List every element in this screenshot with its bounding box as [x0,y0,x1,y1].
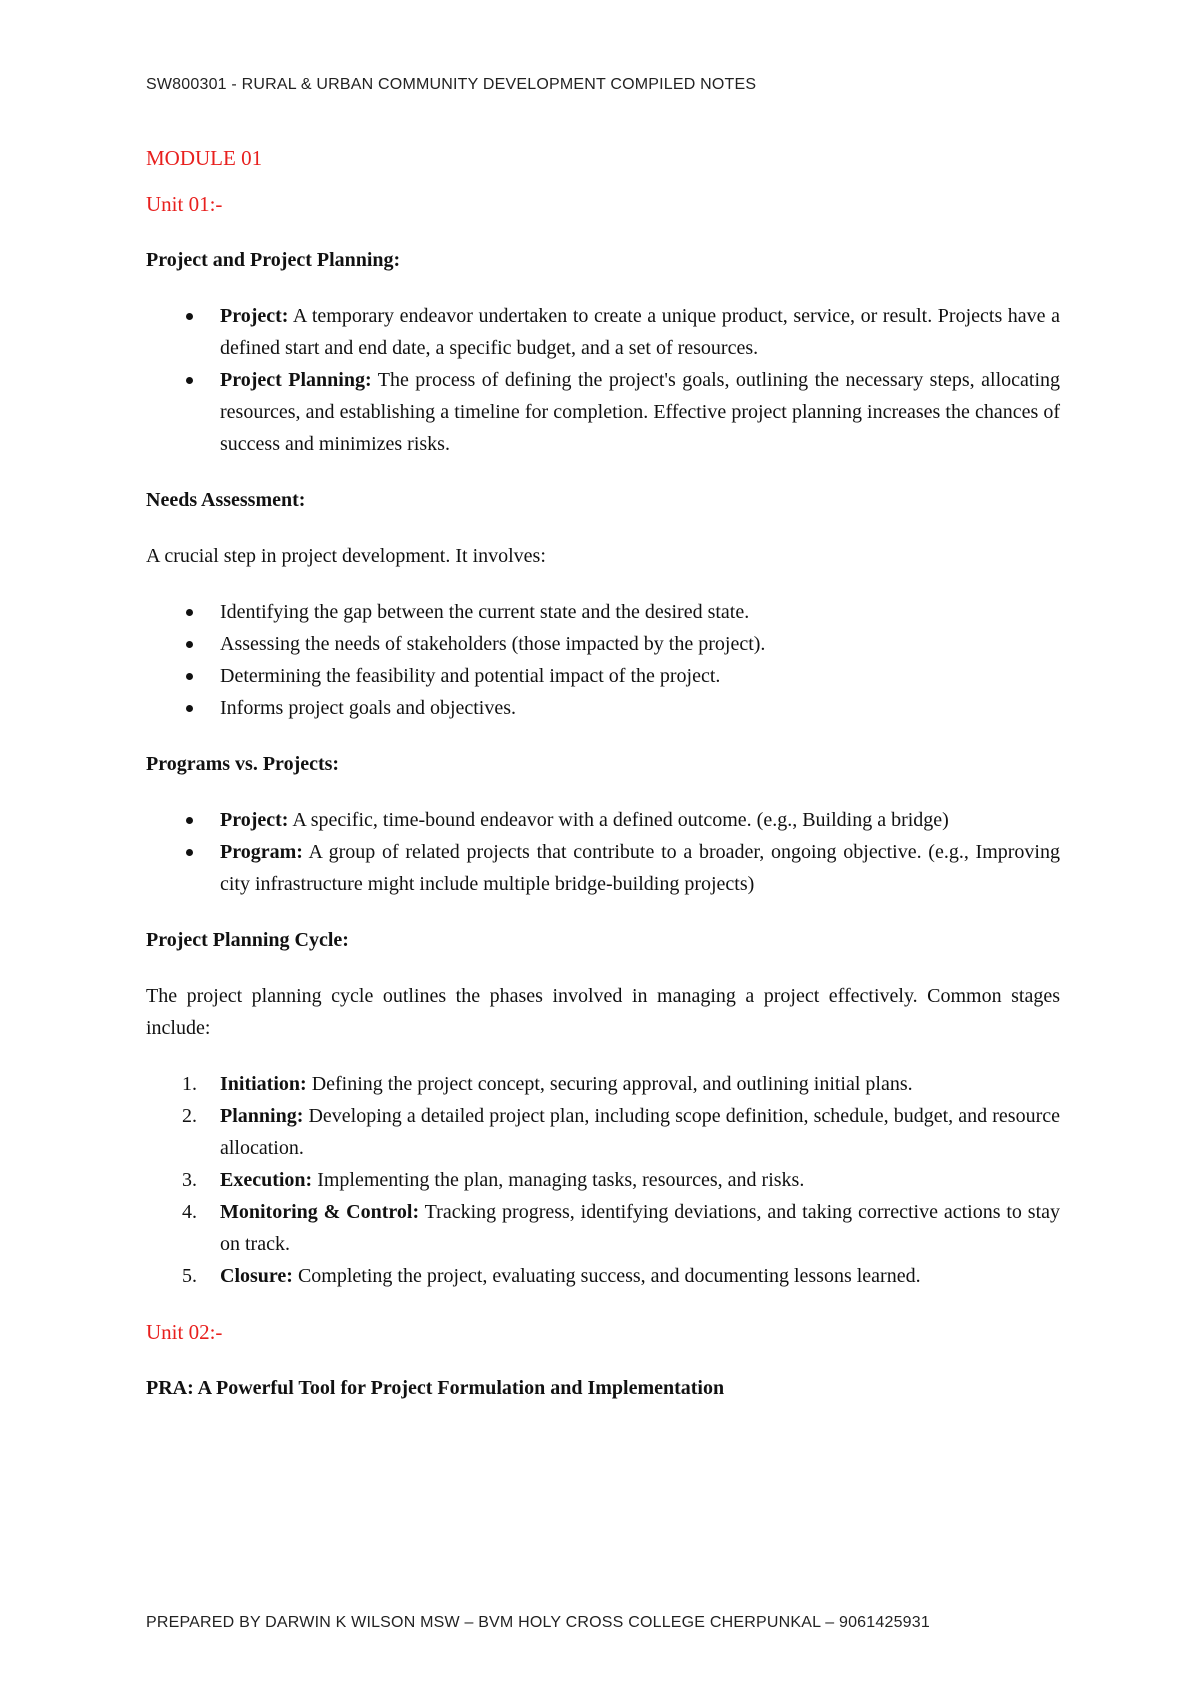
section-heading: Programs vs. Projects: [146,753,340,775]
page-footer: PREPARED BY DARWIN K WILSON MSW – BVM HOLY CROSS COLLEGE CHERPUNKAL – 9061425931 [146,1614,930,1631]
unit-title: Unit 01:- [146,192,223,216]
term: Initiation: [220,1073,307,1095]
definition: Completing the project, evaluating success, and documenting lessons learned. [292,1265,921,1287]
definition: A specific, time-bound endeavor with a defined outcome. (e.g., Building a bridge) [288,809,949,831]
term: Closure: [220,1265,293,1287]
list-item [146,1100,1060,1164]
page-header: SW800301 - RURAL & URBAN COMMUNITY DEVELOPMENT COMPILED NOTES [146,76,757,93]
term: Planning: [220,1105,304,1127]
definition: The process of defining the project's goals, outlining the necessary steps, allocating resources, and establishing a timeline for completion. Effective project planning increases the chances of success and minimizes risks. [220,369,1061,455]
term: Execution: [220,1169,313,1191]
definition: A group of related projects that contribute to a broader, ongoing objective. (e.g., Improving city infrastructure might include multiple bridge-building projects) [220,841,1060,895]
list-item [146,300,1060,364]
paragraph: The project planning cycle outlines the phases involved in managing a project effectively. Common stages include: [146,985,1060,1039]
document-body [146,142,1060,1428]
list-number: 5. [182,1265,197,1287]
list-item [146,1196,1060,1260]
term: Project Planning: [220,369,372,391]
bullet-list [146,804,1060,900]
bullet-list [146,300,1060,460]
definition: Tracking progress, identifying deviations, and taking corrective actions to stay on track. [220,1201,1060,1255]
list-item: Determining the feasibility and potential impact of the project. [146,660,1060,692]
section-heading: Project Planning Cycle: [146,929,349,951]
unit-title: Unit 02:- [146,1320,223,1344]
list-number: 4. [182,1201,197,1223]
list-item: Identifying the gap between the current state and the desired state. [146,596,1060,628]
list-number: 3. [182,1169,197,1191]
module-title: MODULE 01 [146,146,263,170]
bullet-list [146,596,1060,724]
numbered-list [146,1068,1060,1292]
definition: A temporary endeavor undertaken to create a unique product, service, or result. Projects have a defined start and end date, a specific budget, and a set of resources. [220,305,1060,359]
list-item: Assessing the needs of stakeholders (those impacted by the project). [146,628,1060,660]
list-number: 2. [182,1105,197,1127]
section-heading: Needs Assessment: [146,489,306,511]
term: Monitoring & Control: [220,1201,420,1223]
list-item [146,1164,1060,1196]
term: Project: [220,809,289,831]
definition: Defining the project concept, securing approval, and outlining initial plans. [306,1073,913,1095]
list-item [146,804,1060,836]
section-heading: Project and Project Planning: [146,249,401,271]
list-item [146,364,1060,460]
definition: Developing a detailed project plan, including scope definition, schedule, budget, and resource allocation. [220,1105,1060,1159]
list-item [146,836,1060,900]
list-item: Informs project goals and objectives. [146,692,1060,724]
term: Project: [220,305,289,327]
list-number: 1. [182,1073,197,1095]
definition: Implementing the plan, managing tasks, resources, and risks. [312,1169,805,1191]
section-heading: PRA: A Powerful Tool for Project Formulation and Implementation [146,1377,725,1399]
list-item [146,1260,1060,1292]
list-item [146,1068,1060,1100]
paragraph: A crucial step in project development. It involves: [146,545,546,567]
term: Program: [220,841,303,863]
